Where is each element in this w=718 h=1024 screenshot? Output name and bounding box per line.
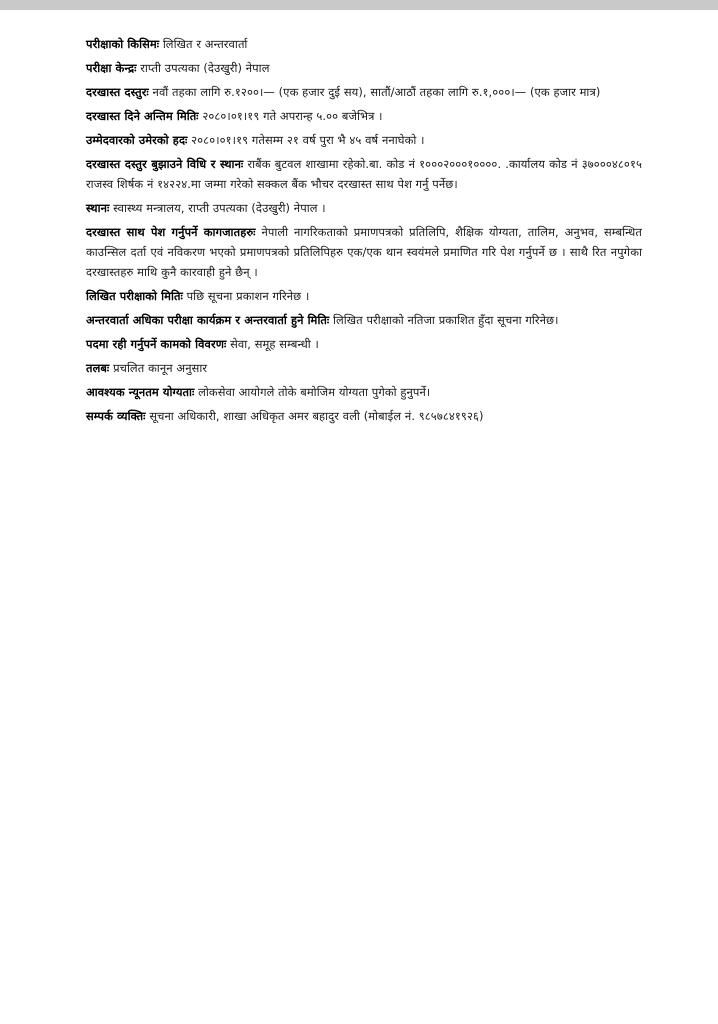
field-label: सम्पर्क व्यक्तिः bbox=[86, 409, 146, 423]
field-location bbox=[86, 198, 642, 218]
field-job-description bbox=[86, 334, 642, 354]
field-interview-date bbox=[86, 310, 642, 330]
field-label: दरखास्त दस्तुर बुझाउने विधि र स्थानः bbox=[86, 157, 244, 171]
field-salary bbox=[86, 358, 642, 378]
field-label: दरखास्त दस्तुरः bbox=[86, 85, 149, 99]
notice-document bbox=[86, 34, 642, 430]
field-exam-type bbox=[86, 34, 642, 54]
field-label: आवश्यक न्यूनतम योग्यताः bbox=[86, 385, 195, 399]
field-value: लोकसेवा आयोगले तोके बमोजिम योग्यता पुगेको हुनुपर्ने। bbox=[198, 385, 431, 399]
field-label: परीक्षाको किसिमः bbox=[86, 37, 160, 51]
field-contact-person bbox=[86, 406, 642, 426]
field-value: सूचना अधिकारी, शाखा अधिकृत अमर बहादुर वली (मोबाईल नं. ९८५७८४१९२६) bbox=[149, 409, 484, 423]
field-value: नवौं तहका लागि रु.१२००।— (एक हजार दुई सय), सातौं/आठौं तहका लागि रु.१,०००।— (एक हजार मात्र) bbox=[152, 85, 601, 99]
field-label: पदमा रही गर्नुपर्ने कामको विवरणः bbox=[86, 337, 227, 351]
field-minimum-qualification bbox=[86, 382, 642, 402]
top-gray-bar bbox=[0, 0, 718, 10]
field-application-fee bbox=[86, 82, 642, 102]
field-value: प्रचलित कानून अनुसार bbox=[113, 361, 208, 375]
field-label: अन्तरवार्ता अधिका परीक्षा कार्यक्रम र अन्तरवार्ता हुने मितिः bbox=[86, 313, 330, 327]
field-value: राप्ती उपत्यका (देउखुरी) नेपाल bbox=[140, 61, 270, 75]
field-value: स्वास्थ्य मन्त्रालय, राप्ती उपत्यका (देउखुरी) नेपाल । bbox=[113, 201, 326, 215]
field-label: परीक्षा केन्द्रः bbox=[86, 61, 137, 75]
field-label: लिखित परीक्षाको मितिः bbox=[86, 289, 183, 303]
field-value: २०८०।०१।१९ गते अपरान्ह ५.०० बजेभित्र । bbox=[202, 109, 383, 123]
field-label: दरखास्त दिने अन्तिम मितिः bbox=[86, 109, 199, 123]
field-label: दरखास्त साथ पेश गर्नुपर्ने कागजातहरुः bbox=[86, 225, 256, 239]
field-value: पछि सूचना प्रकाशन गरिनेछ । bbox=[186, 289, 310, 303]
field-value: नेपाली नागरिकताको प्रमाणपत्रको प्रतिलिपि, शैक्षिक योग्यता, तालिम, अनुभव, सम्बन्धित काउन्सिल दर्ता एवं नविकरण भएको प्रमाणपत्रको प्रतिलिपिहरु एक/एक थान स्वयंमले प्रमाणित गरि पेश गर्नुपर्ने छ । साथै रित नपुगेका दरखास्तहरु माथि कुनै कारवाही हुने छैन् । bbox=[86, 225, 642, 279]
field-deadline bbox=[86, 106, 642, 126]
field-value: २०८०।०१।१९ गतेसम्म २१ वर्ष पुरा भै ४५ वर्ष ननाघेको । bbox=[191, 133, 425, 147]
field-value: सेवा, समूह सम्बन्धी । bbox=[230, 337, 319, 351]
field-required-documents bbox=[86, 222, 642, 282]
field-written-exam-date bbox=[86, 286, 642, 306]
field-age-limit bbox=[86, 130, 642, 150]
field-value: लिखित परीक्षाको नतिजा प्रकाशित हुँदा सूचना गरिनेछ। bbox=[333, 313, 559, 327]
field-label: स्थानः bbox=[86, 201, 110, 215]
field-label: उम्मेदवारको उमेरको हदः bbox=[86, 133, 188, 147]
field-value: राबैंक बुटवल शाखामा रहेको.बा. कोड नं १०००२०००१००००. .कार्यालय कोड नं ३७०००४८०१५ राजस्व शिर्षक नं १४२२४.मा जम्मा गरेको सक्कल बैंक भौचर दरखास्त साथ पेश गर्नु पर्नेछ। bbox=[86, 157, 642, 191]
field-label: तलबः bbox=[86, 361, 110, 375]
field-exam-center bbox=[86, 58, 642, 78]
field-value: लिखित र अन्तरवार्ता bbox=[162, 37, 248, 51]
field-payment-method bbox=[86, 154, 642, 194]
